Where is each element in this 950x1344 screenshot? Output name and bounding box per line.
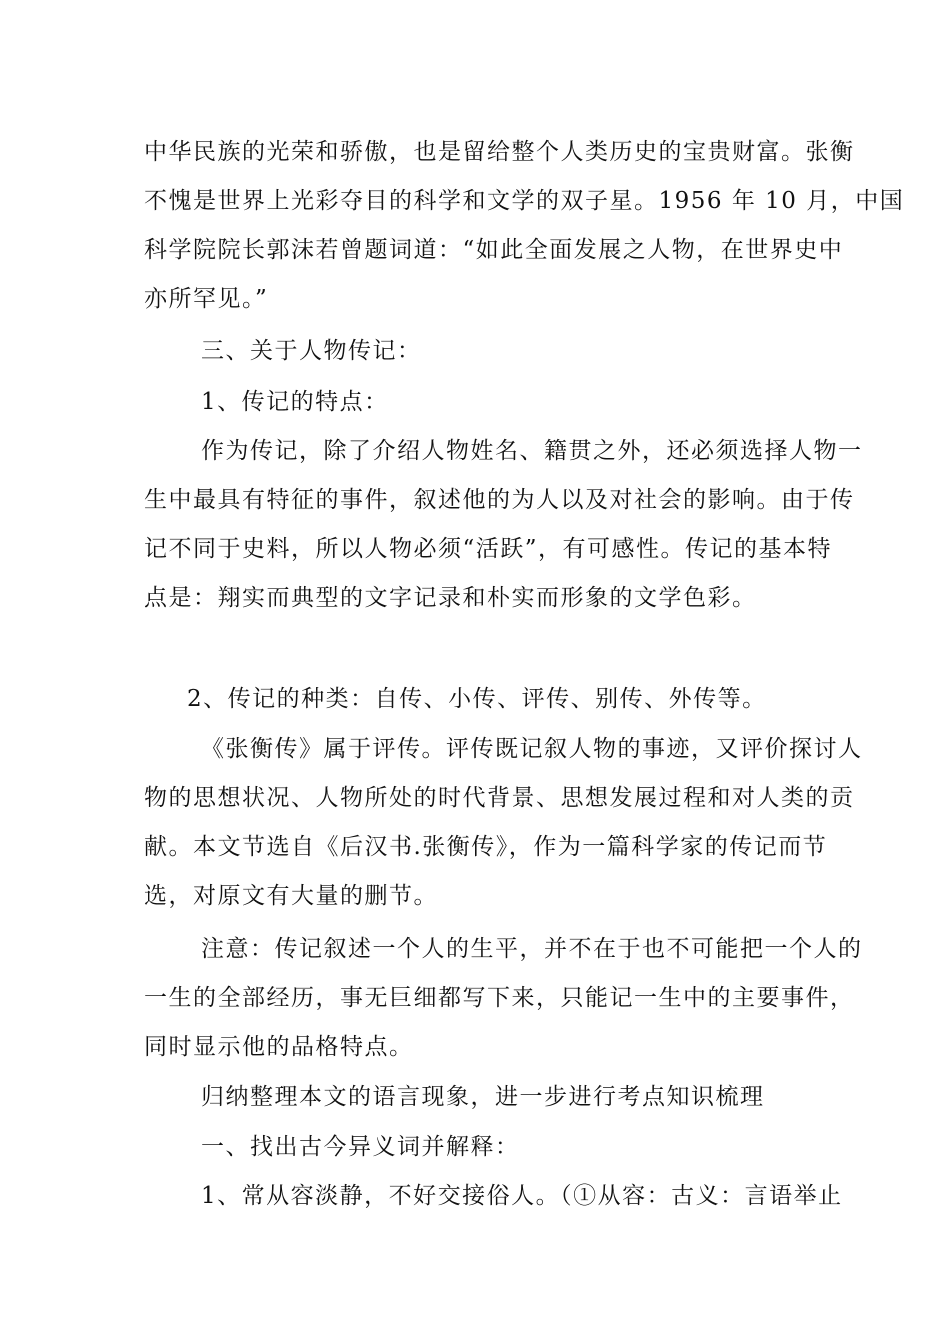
text-line: 归纳整理本文的语言现象，进一步进行考点知识梳理 [201, 1084, 765, 1110]
note-line: 注意：传记叙述一个人的生平，并不在于也不可能把一个人的 [201, 936, 863, 962]
subsection-heading: 2、传记的种类：自传、小传、评传、别传、外传等。 [187, 686, 767, 712]
section-heading: 一、找出古今异义词并解释： [201, 1134, 520, 1160]
text-line: 中华民族的光荣和骄傲，也是留给整个人类历史的宝贵财富。张衡 [144, 139, 855, 165]
text-line: 献。本文节选自《后汉书.张衡传》，作为一篇科学家的传记而节 [144, 834, 828, 860]
text-line: 同时显示他的品格特点。 [144, 1034, 414, 1060]
text-line: 科学院院长郭沫若曾题词道：“如此全面发展之人物，在世界史中 [144, 237, 844, 263]
text-line: 1、常从容淡静，不好交接俗人。（①从容：古义：言语举止 [201, 1183, 843, 1209]
text-line: 点是：翔实而典型的文字记录和朴实而形象的文学色彩。 [144, 585, 757, 611]
section-heading: 三、关于人物传记： [201, 338, 422, 364]
subsection-heading: 1、传记的特点： [201, 389, 389, 415]
text-line: 生中最具有特征的事件，叙述他的为人以及对社会的影响。由于传 [144, 487, 855, 513]
text-line: 不愧是世界上光彩夺目的科学和文学的双子星。1956 年 10 月，中国 [144, 188, 905, 214]
text-line: 作为传记，除了介绍人物姓名、籍贯之外，还必须选择人物一 [201, 438, 863, 464]
text-line: 物的思想状况、人物所处的时代背景、思想发展过程和对人类的贡 [144, 785, 855, 811]
text-line: 选，对原文有大量的删节。 [144, 883, 438, 909]
text-line: 《张衡传》属于评传。评传既记叙人物的事迹，又评价探讨人 [201, 736, 863, 762]
text-line: 一生的全部经历，事无巨细都写下来，只能记一生中的主要事件， [144, 985, 855, 1011]
text-line: 记不同于史料，所以人物必须“活跃”，有可感性。传记的基本特 [144, 536, 833, 562]
text-line: 亦所罕见。” [144, 286, 269, 312]
